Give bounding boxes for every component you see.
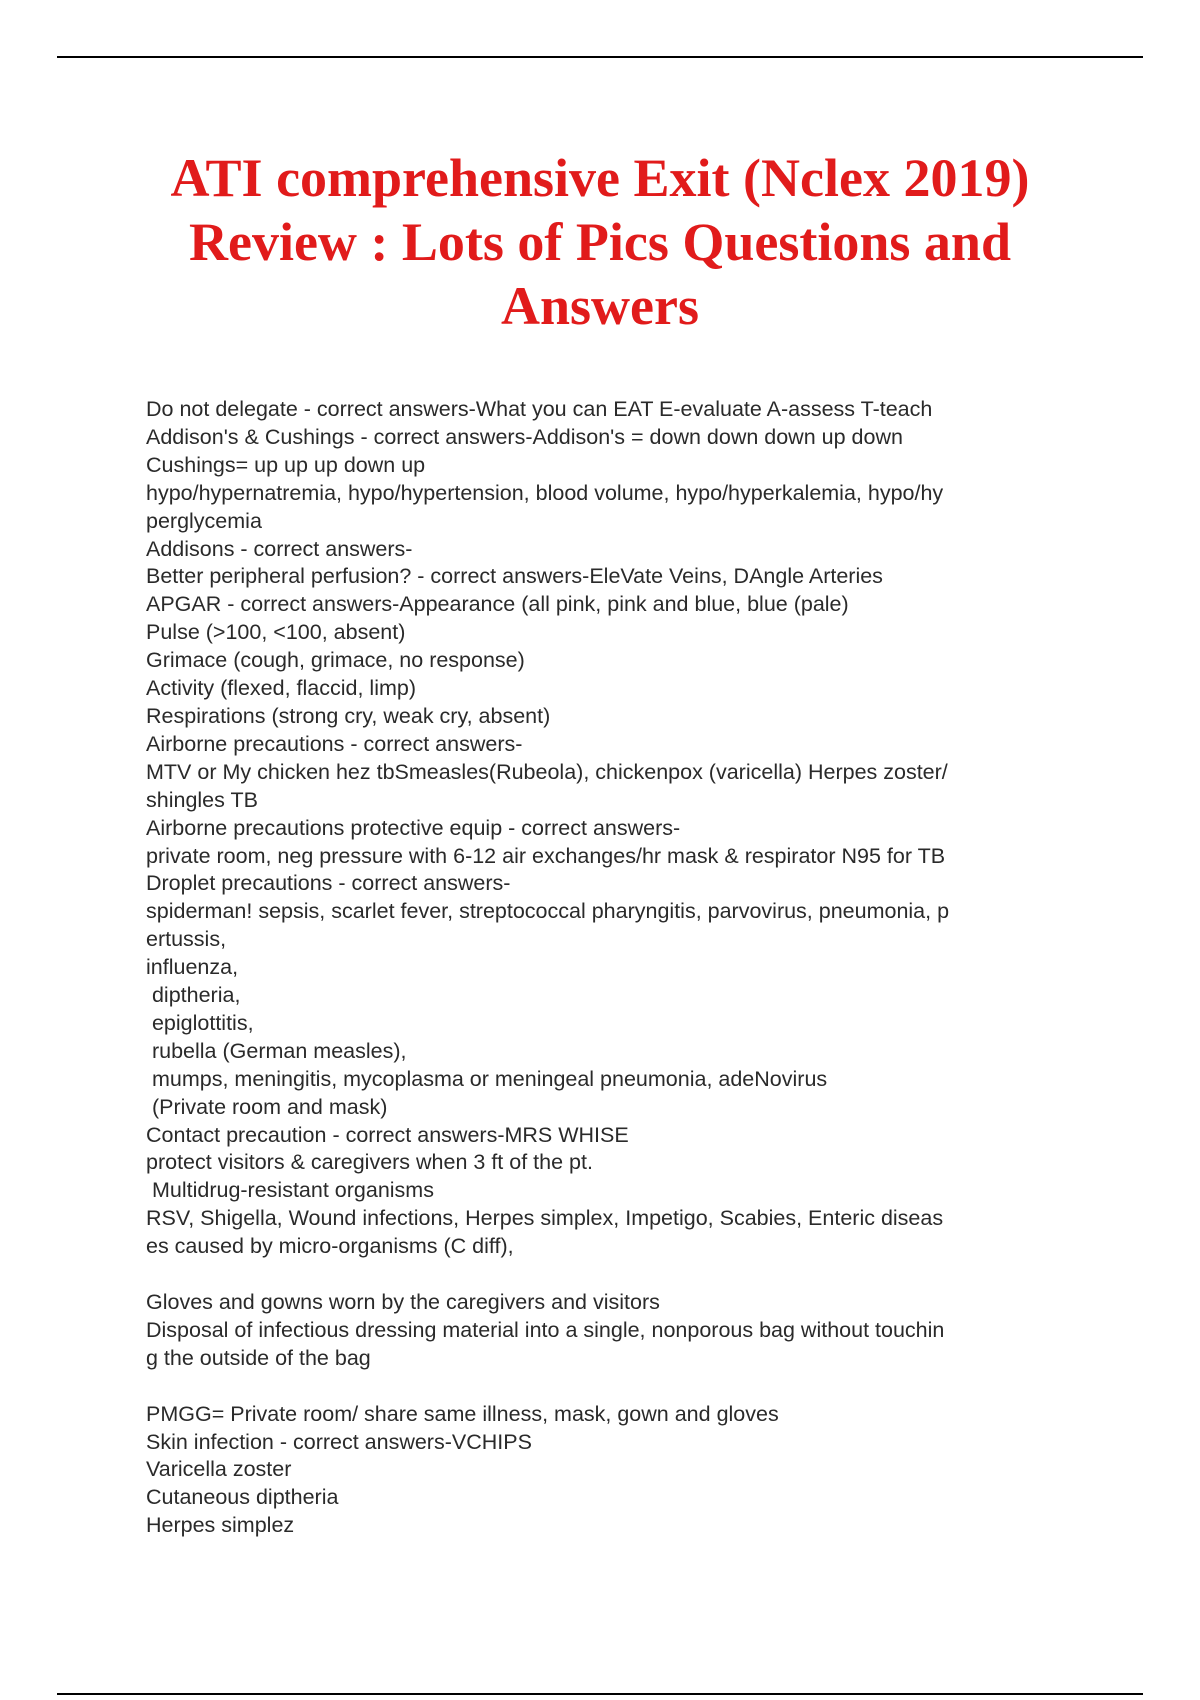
bottom-rule: [57, 1693, 1143, 1695]
top-rule: [57, 56, 1143, 58]
text-line: PMGG= Private room/ share same illness, mask, gown and gloves: [146, 1401, 779, 1426]
text-line: hypo/hypernatremia, hypo/hypertension, blood volume, hypo/hyperkalemia, hypo/hy: [146, 480, 944, 505]
blank-line: [146, 1261, 1146, 1289]
text-line: Cutaneous diptheria: [146, 1485, 339, 1510]
blank-line: [146, 1373, 1146, 1401]
text-line: g the outside of the bag: [146, 1345, 371, 1370]
text-line: protect visitors & caregivers when 3 ft of the pt.: [146, 1150, 593, 1175]
text-line: (Private room and mask): [146, 1094, 388, 1119]
text-line: Do not delegate - correct answers-What you can EAT E-evaluate A-assess T-teach: [146, 397, 933, 421]
title-line: Answers: [501, 276, 699, 336]
text-line: private room, neg pressure with 6-12 air exchanges/hr mask & respirator N95 for TB: [146, 843, 946, 868]
text-line: influenza,: [146, 955, 239, 980]
text-line: Airborne precautions - correct answers-: [146, 731, 523, 756]
title-line: Review : Lots of Pics Questions and: [189, 212, 1011, 272]
text-line: Respirations (strong cry, weak cry, absent): [146, 703, 551, 728]
text-line: diptheria,: [146, 983, 241, 1008]
text-line: Multidrug-resistant organisms: [146, 1178, 434, 1203]
text-line: Grimace (cough, grimace, no response): [146, 648, 525, 673]
text-line: ertussis,: [146, 927, 227, 952]
text-line: perglycemia: [146, 508, 262, 533]
text-line: rubella (German measles),: [146, 1038, 407, 1063]
text-line: Gloves and gowns worn by the caregivers and visitors: [146, 1289, 660, 1314]
text-line: Activity (flexed, flaccid, limp): [146, 676, 417, 701]
text-line: Addison's & Cushings - correct answers-Addison's = down down down up down: [146, 424, 903, 449]
title-line: ATI comprehensive Exit (Nclex 2019): [170, 148, 1030, 208]
text-line: APGAR - correct answers-Appearance (all pink, pink and blue, blue (pale): [146, 592, 849, 617]
text-line: Herpes simplez: [146, 1513, 295, 1538]
text-line: Contact precaution - correct answers-MRS WHISE: [146, 1122, 629, 1147]
text-line: Cushings= up up up down up: [146, 452, 426, 477]
text-line: Droplet precautions - correct answers-: [146, 871, 511, 896]
text-line: epiglottitis,: [146, 1010, 254, 1035]
text-line: Varicella zoster: [146, 1457, 292, 1482]
text-line: MTV or My chicken hez tbSmeasles(Rubeola), chickenpox (varicella) Herpes zoster/: [146, 759, 948, 784]
text-line: Addisons - correct answers-: [146, 536, 413, 561]
text-line: mumps, meningitis, mycoplasma or meningeal pneumonia, adeNovirus: [146, 1066, 828, 1091]
text-line: RSV, Shigella, Wound infections, Herpes simplex, Impetigo, Scabies, Enteric diseas: [146, 1206, 944, 1231]
document-title: [80, 146, 1120, 338]
text-line: Disposal of infectious dressing material into a single, nonporous bag without touchin: [146, 1317, 945, 1342]
text-line: Better peripheral perfusion? - correct answers-EleVate Veins, DAngle Arteries: [146, 564, 883, 589]
text-line: shingles TB: [146, 787, 258, 812]
document-body: [146, 396, 1146, 1540]
text-line: es caused by micro-organisms (C diff),: [146, 1234, 514, 1259]
text-line: Airborne precautions protective equip - correct answers-: [146, 815, 681, 840]
text-line: spiderman! sepsis, scarlet fever, streptococcal pharyngitis, parvovirus, pneumonia, p: [146, 899, 950, 924]
text-line: Pulse (>100, <100, absent): [146, 620, 406, 645]
text-line: Skin infection - correct answers-VCHIPS: [146, 1429, 532, 1454]
